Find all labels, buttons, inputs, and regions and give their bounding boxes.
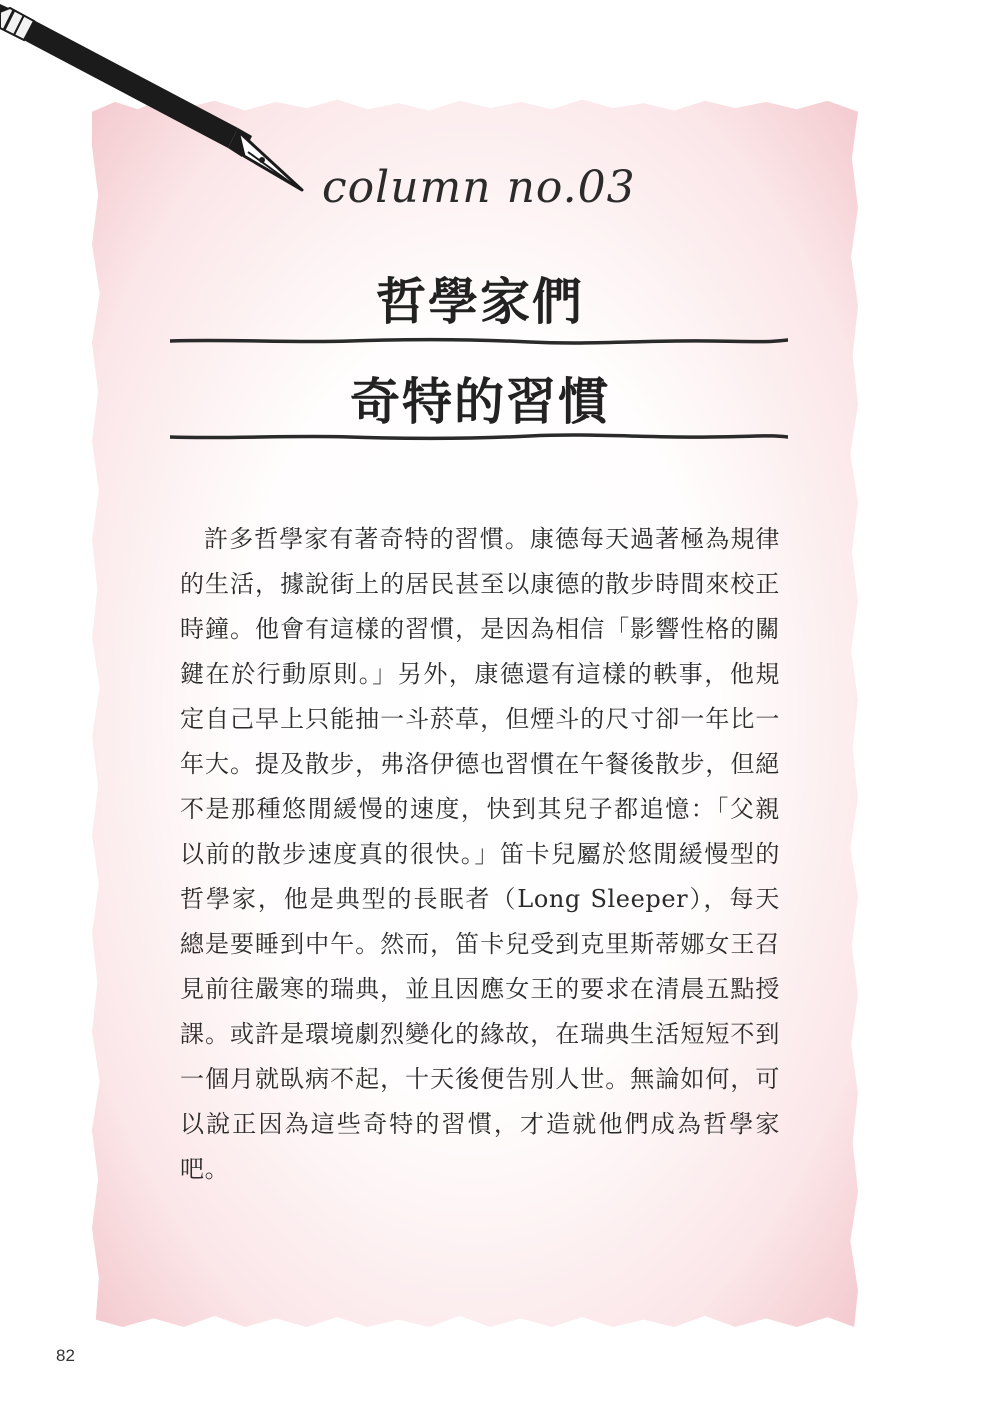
title-divider	[170, 432, 788, 442]
title-divider	[170, 336, 788, 346]
page-title-line-2: 奇特的習慣	[350, 373, 610, 431]
page-number: 82	[56, 1346, 75, 1365]
body-paragraph: 許多哲學家有著奇特的習慣。康德每天過著極為規律的生活，據說街上的居民甚至以康德的散步時間來校正時鐘。他會有這樣的習慣，是因為相信「影響性格的關鍵在於行動原則。」另外，康德還有這樣的軼事，他規定自己早上只能抽一斗菸草，但煙斗的尺寸卻一年比一年大。提及散步，弗洛伊德也習慣在午餐後散步，但絕不是那種悠閒緩慢的速度，快到其兒子都追憶：「父親以前的散步速度真的很快。」笛卡兒屬於悠閒緩慢型的哲學家，他是典型的長眠者（Long Sleeper），每天總是要睡到中午。然而，笛卡兒受到克里斯蒂娜女王召見前往嚴寒的瑞典，並且因應女王的要求在清晨五點授課。或許是環境劇烈變化的緣故，在瑞典生活短短不到一個月就臥病不起，十天後便告別人世。無論如何，可以說正因為這些奇特的習慣，才造就他們成為哲學家吧。	[180, 525, 780, 1183]
page-title-line-1: 哲學家們	[376, 273, 584, 331]
column-label: column no.03	[322, 162, 636, 213]
fountain-pen-icon	[0, 0, 320, 200]
